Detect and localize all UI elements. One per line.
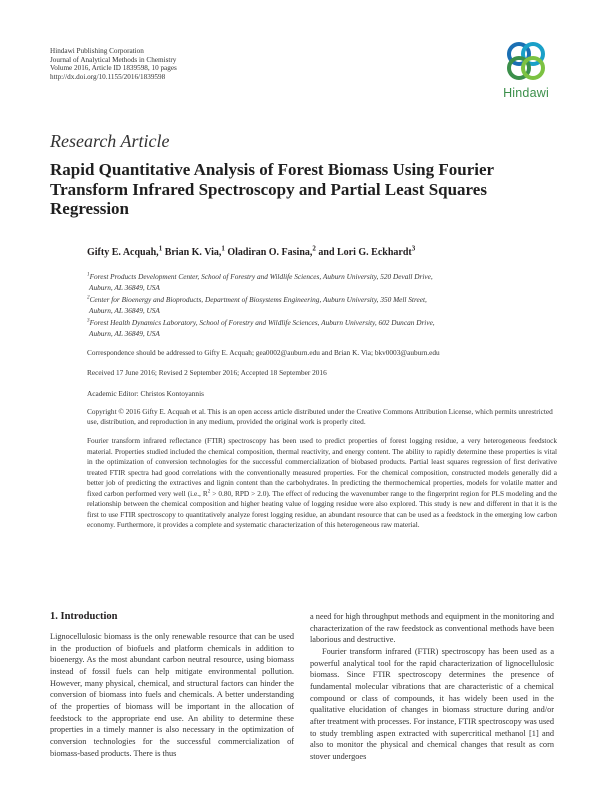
hindawi-logo-text: Hindawi	[503, 86, 549, 100]
abstract	[87, 436, 557, 531]
body-column-left	[50, 631, 294, 759]
journal-name: Journal of Analytical Methods in Chemistry	[50, 55, 177, 64]
affiliation-line: Auburn, AL 36849, USA	[89, 328, 160, 338]
article-type: Research Article	[50, 131, 170, 151]
author-affil-mark: 2	[312, 244, 316, 253]
volume-line: Volume 2016, Article ID 1839598, 10 pages	[50, 64, 177, 73]
affiliation-line: Auburn, AL 36849, USA	[89, 305, 160, 315]
affiliation-line: Forest Products Development Center, School of Forestry and Wildlife Sciences, Auburn University, 520 Devall Drive,	[89, 272, 433, 281]
hindawi-logo	[498, 38, 554, 110]
affiliations	[87, 272, 557, 341]
affiliation-item	[87, 272, 557, 293]
body-paragraph: a need for high throughput methods and equipment in the monitoring and characterization of the raw feedstock as conventional methods have been laborious and destructive.	[310, 612, 554, 645]
abstract-text-part: Fourier transform infrared reflectance (FTIR) spectroscopy has been used to predict properties of forest logging residue, a very heterogeneous feedstock material. Properties studied included the chemical composition, thermal reactivity, and energy content. The ability to rapidly determine these properties is vital in the optimization of conversion technologies for the successful commercialization of biobased products. Partial least squares regression of first derivative treated FTIR spectra had good correlations with the conventionally measured properties. For the chemical composition, constructed models generally did a better job of predicting the extractives and lignin content than the carbohydrates. In predicting the thermochemical properties, models for volatile matter and fixed carbon performed very well (i.e., R	[87, 436, 557, 498]
body-paragraph: Lignocellulosic biomass is the only renewable resource that can be used in the production of biofuels and platform chemicals in addition to bioenergy. As the most abundant carbon neutral resource, using biomass instead of fossil fuels can help mitigate environmental pollution. However, many physical, chemical, and structural factors can hinder the conversion of biomass into fuels and chemicals. A better understanding of the properties of biomass will be important in the allocation of feedstock to the appropriate end use. An ability to determine these properties in a timely manner is also necessary in the optimization of conversion technologies for the successful commercialization of biomass-based products. There is thus	[50, 632, 294, 758]
section-heading: 1. Introduction	[50, 611, 118, 622]
hindawi-rings-icon	[503, 38, 549, 84]
author-affil-mark: 3	[411, 244, 416, 253]
abstract-text-part: > 0.80, RPD > 2.0). The effect of reducing the wavenumber range to the fingerprint region for PLS modeling and the relationship between the chemical composition and higher heating value of logging residue were also explored. This study is new and different in that it is the first to use FTIR spectroscopy to quantitatively analyze forest logging residue, an abundant resource that can be used as a feedstock in the emerging low carbon economy. Furthermore, it provides a complete and systematic characterization of this heterogeneous raw material.	[87, 488, 557, 529]
body-paragraph: Fourier transform infrared (FTIR) spectroscopy has been used as a powerful analytical tool for the rapid characterization of lignocellulosic biomass. Since FTIR spectroscopy determines the presence of fundamental molecular vibrations that are characteristic of a chemical compound or class of compounds, it has widely been used in the qualitative elucidation of changes in biomass structure during and/or after treatment with processes. For instance, FTIR spectroscopy was used to study trembling aspen extracted with supercritical methanol [1] and also to monitor the physical and chemical changes that result as corn stover undergoes	[310, 646, 555, 761]
author-name: Oladiran O. Fasina,	[227, 247, 313, 258]
author-affil-mark: 1	[158, 244, 163, 253]
article-title: Rapid Quantitative Analysis of Forest Biomass Using Fourier Transform Infrared Spectroscopy and Partial Least Squares Regression	[50, 160, 494, 218]
affiliation-item	[87, 318, 557, 339]
affiliation-line: Center for Bioenergy and Bioproducts, Department of Biosystems Engineering, Auburn University, 350 Mell Street,	[89, 294, 427, 304]
affiliation-item	[87, 295, 557, 316]
copyright-notice: Copyright © 2016 Gifty E. Acquah et al. This is an open access article distributed under the Creative Commons Attribution License, which permits unrestricted use, distribution, and reproduction in any medium, provided the original work is properly cited.	[87, 407, 553, 427]
affiliation-number: 1	[87, 271, 90, 278]
affiliation-number: 3	[87, 317, 90, 324]
author-affil-mark: 1	[221, 244, 225, 253]
abstract-text	[87, 436, 557, 531]
r-squared-superscript: 2	[207, 488, 211, 495]
journal-info	[50, 47, 177, 81]
body-column-right	[310, 611, 554, 763]
publisher-line: Hindawi Publishing Corporation	[50, 47, 144, 55]
correspondence-note: Correspondence should be addressed to Gifty E. Acquah; gea0002@auburn.edu and Brian K. Via; bkv0003@auburn.edu	[87, 348, 440, 357]
author-list	[87, 244, 416, 258]
doi-link[interactable]: http://dx.doi.org/10.1155/2016/1839598	[50, 72, 166, 81]
academic-editor: Academic Editor: Christos Kontoyannis	[87, 389, 204, 398]
author-name: and Lori G. Eckhardt	[318, 247, 412, 258]
affiliation-number: 2	[87, 294, 90, 301]
author-name: Gifty E. Acquah,	[87, 247, 159, 258]
author-name: Brian K. Via,	[164, 247, 222, 258]
received-dates: Received 17 June 2016; Revised 2 September 2016; Accepted 18 September 2016	[87, 368, 327, 377]
affiliation-line: Forest Health Dynamics Laboratory, School of Forestry and Wildlife Sciences, Auburn University, 602 Duncan Drive,	[89, 317, 435, 327]
affiliation-line: Auburn, AL 36849, USA	[89, 282, 160, 292]
